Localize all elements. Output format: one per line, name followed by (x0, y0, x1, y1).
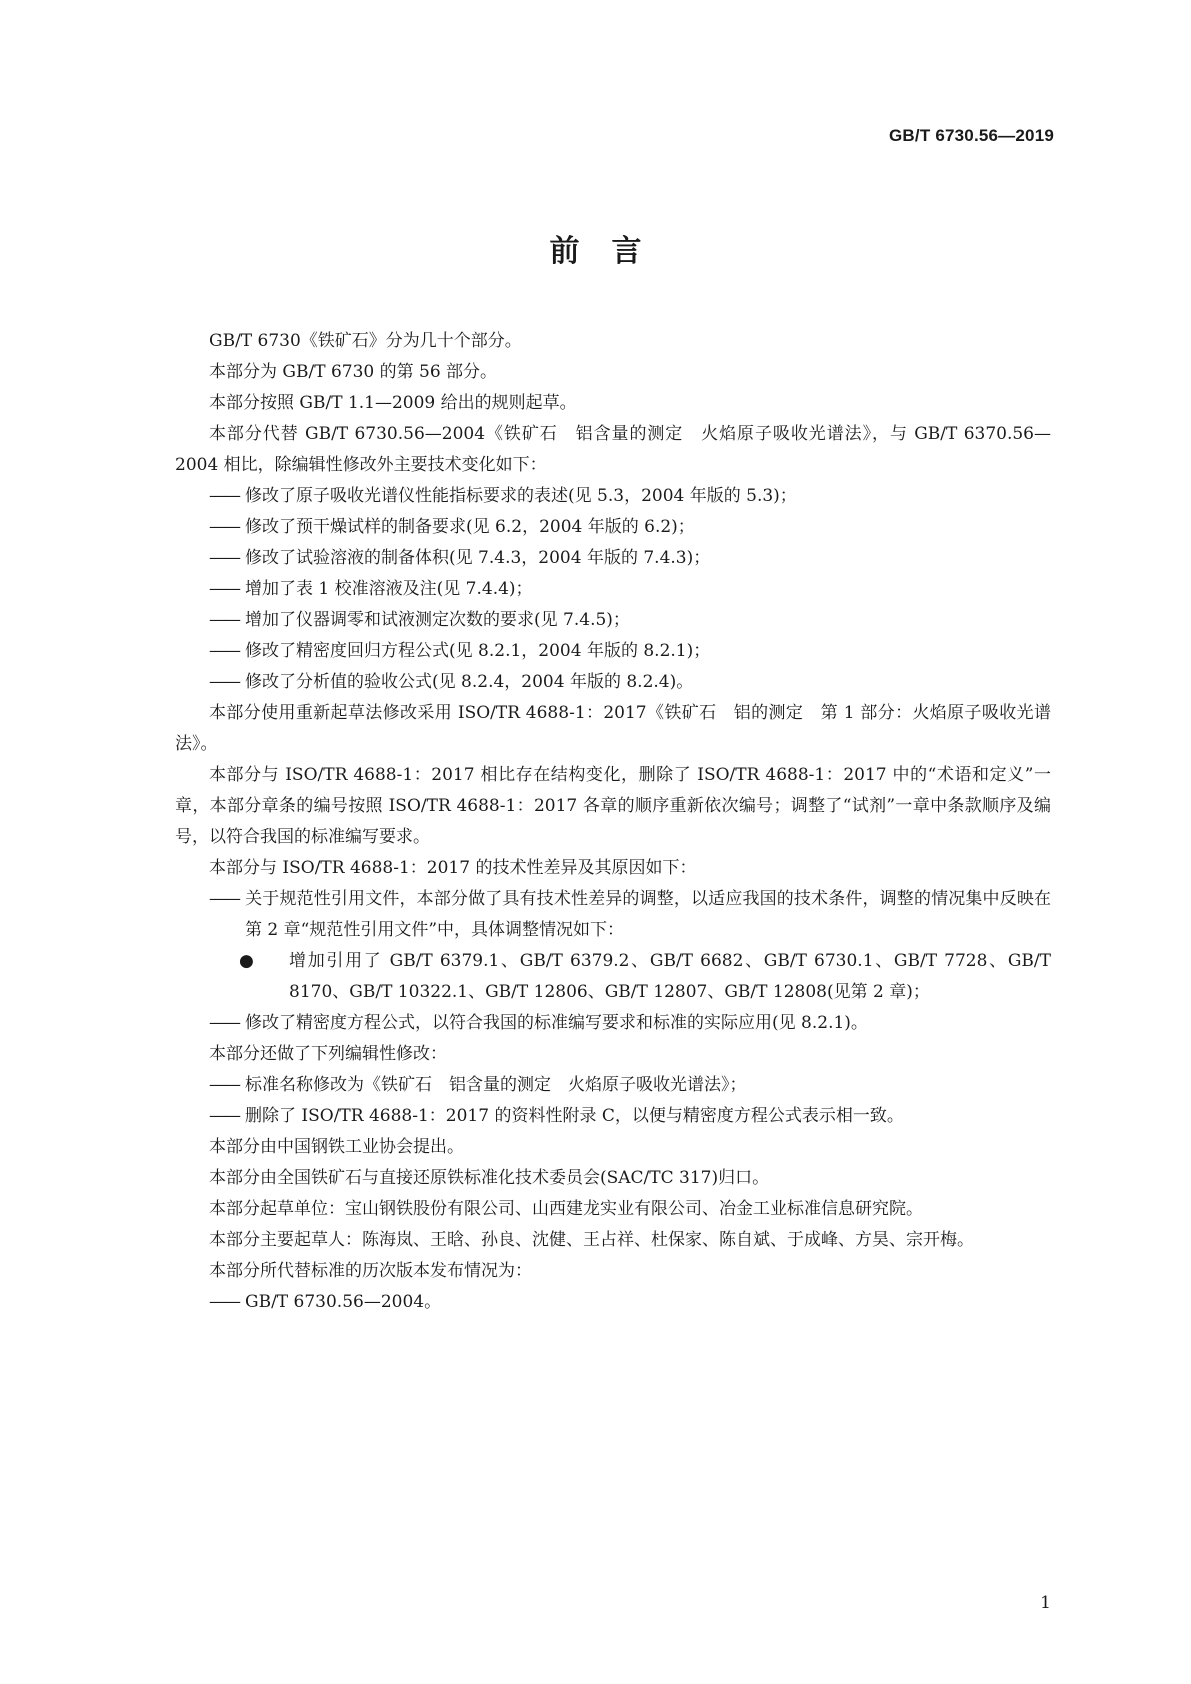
edit-change-text: 标准名称修改为《铁矿石 铝含量的测定 火焰原子吸收光谱法》； (245, 1075, 747, 1095)
change-item-text: 修改了分析值的验收公式(见 8.2.4，2004 年版的 8.2.4)。 (245, 672, 694, 692)
paragraph-replacement: 本部分代替 GB/T 6730.56—2004《铁矿石 铝含量的测定 火焰原子吸收光谱法》，与 GB/T 6370.56—2004 相比，除编辑性修改外主要技术变化如下： (175, 424, 1051, 475)
change-item-text: 修改了原子吸收光谱仪性能指标要求的表述(见 5.3，2004 年版的 5.3)； (245, 486, 797, 506)
dash-glyph: —— (209, 889, 239, 909)
edit-change-item (175, 1101, 1051, 1132)
page-title: 前言 (549, 234, 674, 269)
document-body (175, 326, 1051, 1318)
change-item-text: 修改了精密度回归方程公式(见 8.2.1，2004 年版的 8.2.1)； (245, 641, 711, 661)
paragraph-committee: 本部分由全国铁矿石与直接还原铁标准化技术委员会(SAC/TC 317)归口。 (209, 1168, 770, 1188)
dash-glyph: —— (209, 1075, 239, 1095)
tech-diff-text: 关于规范性引用文件，本部分做了具有技术性差异的调整，以适应我国的技术条件，调整的情况集中反映在第 2 章“规范性引用文件”中，具体调整情况如下： (245, 889, 1051, 940)
dash-glyph: —— (209, 1292, 239, 1312)
change-item (175, 481, 1051, 512)
change-item (175, 667, 1051, 698)
change-item-text: 修改了预干燥试样的制备要求(见 6.2，2004 年版的 6.2)； (245, 517, 695, 537)
history-text: GB/T 6730.56—2004。 (245, 1292, 442, 1312)
tech-diff-bullet (175, 946, 1051, 1008)
paragraph-proposer: 本部分由中国钢铁工业协会提出。 (209, 1137, 464, 1157)
change-item (175, 636, 1051, 667)
paragraph-part-number: 本部分为 GB/T 6730 的第 56 部分。 (209, 362, 498, 382)
change-item-text: 增加了仪器调零和试液测定次数的要求(见 7.4.5)； (245, 610, 630, 630)
dash-glyph: —— (209, 1013, 239, 1033)
dash-glyph: —— (209, 579, 239, 599)
dash-glyph: —— (209, 1106, 239, 1126)
paragraph-drafting-units: 本部分起草单位：宝山钢铁股份有限公司、山西建龙实业有限公司、冶金工业标准信息研究院。 (209, 1199, 923, 1219)
paragraph-editorial-changes: 本部分还做了下列编辑性修改： (209, 1044, 447, 1064)
tech-diff-item (175, 884, 1051, 946)
change-item (175, 512, 1051, 543)
dash-glyph: —— (209, 517, 239, 537)
edit-change-item (175, 1070, 1051, 1101)
edit-change-text: 删除了 ISO/TR 4688-1：2017 的资料性附录 C，以便与精密度方程公式表示相一致。 (245, 1106, 904, 1126)
tech-diff-item (175, 1008, 1051, 1039)
change-item (175, 543, 1051, 574)
paragraph-history: 本部分所代替标准的历次版本发布情况为： (209, 1261, 532, 1281)
tech-diff-bullet-text: 增加引用了 GB/T 6379.1、GB/T 6379.2、GB/T 6682、GB/T 6730.1、GB/T 7728、GB/T 8170、GB/T 10322.1、GB/T 12806、GB/T 12807、GB/T 12808(见第 2 章)； (289, 951, 1051, 1002)
bullet-icon: ● (239, 951, 254, 971)
change-item-text: 修改了试验溶液的制备体积(见 7.4.3，2004 年版的 7.4.3)； (245, 548, 711, 568)
paragraph-drafters: 本部分主要起草人：陈海岚、王晗、孙良、沈健、王占祥、杜保家、陈自斌、于成峰、方昊、宗开梅。 (209, 1230, 974, 1250)
history-item (175, 1287, 1051, 1318)
change-item-text: 增加了表 1 校准溶液及注(见 7.4.4)； (245, 579, 533, 599)
tech-diff-text: 修改了精密度方程公式，以符合我国的标准编写要求和标准的实际应用(见 8.2.1)。 (245, 1013, 868, 1033)
paragraph-parts: GB/T 6730《铁矿石》分为几十个部分。 (209, 331, 522, 351)
dash-glyph: —— (209, 610, 239, 630)
paragraph-adoption: 本部分使用重新起草法修改采用 ISO/TR 4688-1：2017《铁矿石 铝的测定 第 1 部分：火焰原子吸收光谱法》。 (175, 703, 1051, 754)
standard-number: GB/T 6730.56—2019 (889, 126, 1054, 145)
dash-glyph: —— (209, 548, 239, 568)
paragraph-structural-changes: 本部分与 ISO/TR 4688-1：2017 相比存在结构变化，删除了 ISO/TR 4688-1：2017 中的“术语和定义”一章，本部分章条的编号按照 ISO/TR 4688-1：2017 各章的顺序重新依次编号；调整了“试剂”一章中条款顺序及编号，以符合我国的标准编写要求。 (175, 765, 1051, 847)
change-item (175, 605, 1051, 636)
change-item (175, 574, 1051, 605)
dash-glyph: —— (209, 641, 239, 661)
page-number: 1 (1040, 1593, 1051, 1613)
paragraph-technical-differences: 本部分与 ISO/TR 4688-1：2017 的技术性差异及其原因如下： (209, 858, 697, 878)
paragraph-drafting-rules: 本部分按照 GB/T 1.1—2009 给出的规则起草。 (209, 393, 577, 413)
dash-glyph: —— (209, 672, 239, 692)
dash-glyph: —— (209, 486, 239, 506)
